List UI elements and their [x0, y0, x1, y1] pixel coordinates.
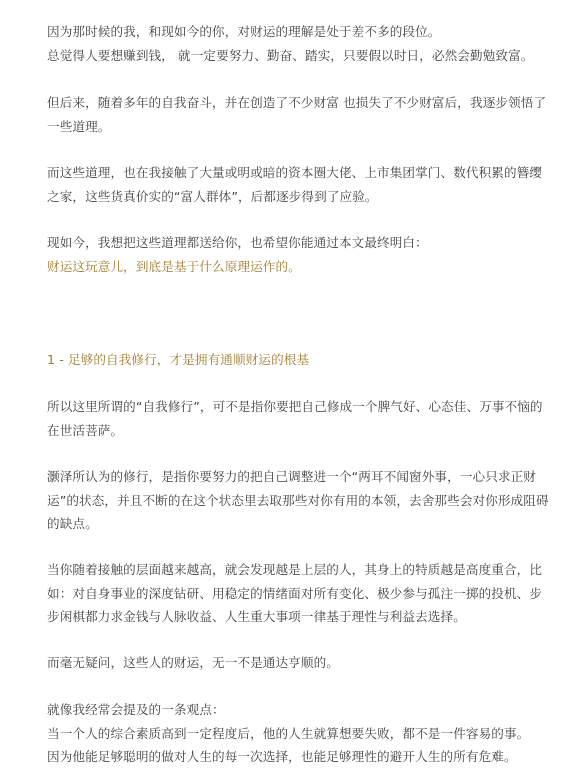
paragraph-validation	[47, 161, 542, 208]
text-line: 如：对自身事业的深度钻研、用稳定的情绪面对所有变化、极少参与孤注一掷的投机、步	[47, 585, 543, 601]
highlight-line: 财运这玩意儿，到底是基于什么原理运作的。	[47, 258, 301, 274]
section-heading	[47, 348, 309, 372]
text-line: 所以这里所谓的“自我修行”，可不是指你要把自己修成一个脾气好、心态佳、万事不恼的	[47, 399, 543, 414]
text-line: 之家，这些货真价实的“富人群体”，后都逐步得到了应验。	[47, 188, 378, 204]
text-line: 灏泽所认为的修行，是指你要努力的把自己调整进一个“两耳不闻窗外事，一心只求正财	[47, 469, 536, 484]
text-line: 一些道理。	[47, 118, 111, 134]
text-line: 而毫无疑问，这些人的财运，无一不是通达亨顺的。	[47, 655, 339, 670]
text-line: 现如今，我想把这些道理都送给你，也希望你能通过本文最终明白：	[47, 235, 428, 250]
text-line: 因为那时候的我，和现如今的你，对财运的理解是处于差不多的段位。	[47, 24, 441, 39]
paragraph-realization	[47, 91, 546, 138]
text-line: 但后来，随着多年的自我奋斗，并在创造了不少财富 也损失了不少财富后，我逐步领悟了	[47, 95, 547, 110]
paragraph-self-cultivation	[47, 395, 543, 442]
text-line: 当你随着接触的层面越来越高，就会发现越是上层的人，其身上的特质越是高度重合，比	[47, 562, 543, 577]
paragraph-purpose	[47, 231, 428, 278]
paragraph-upper-class-traits	[47, 558, 542, 629]
text-line: 就像我经常会提及的一条观点：	[47, 702, 225, 717]
paragraph-intro	[47, 20, 533, 67]
text-line: 总觉得人要想赚到钱， 就一定要努力、勤奋、踏实，只要假以时日，必然会勤勉致富。	[47, 47, 534, 63]
text-line: 因为他能足够聪明的做对人生的每一次选择，也能足够理性的避开人生的所有危难。	[47, 749, 517, 764]
text-line: 的缺点。	[47, 516, 98, 531]
text-line: 运”的状态，并且不断的在这个状态里去取那些对你有用的本领，去舍那些会对你形成阻碍	[47, 492, 549, 508]
section-heading-text: 1 - 足够的自我修行，才是拥有通顺财运的根基	[47, 352, 310, 367]
paragraph-definition	[47, 465, 549, 536]
paragraph-viewpoint	[47, 698, 529, 769]
text-line: 当一个人的综合素质高到一定程度后，他的人生就算想要失败，都不是一件容易的事。	[47, 725, 530, 741]
paragraph-conclusion	[47, 651, 339, 675]
text-line: 步闲棋都力求金钱与人脉收益、人生重大事项一律基于理性与利益去选择。	[47, 609, 466, 624]
text-line: 在世活菩萨。	[47, 422, 124, 438]
text-line: 而这些道理，也在我接触了大量或明或暗的资本圈大佬、上市集团掌门、数代积累的簪缨	[47, 165, 543, 180]
